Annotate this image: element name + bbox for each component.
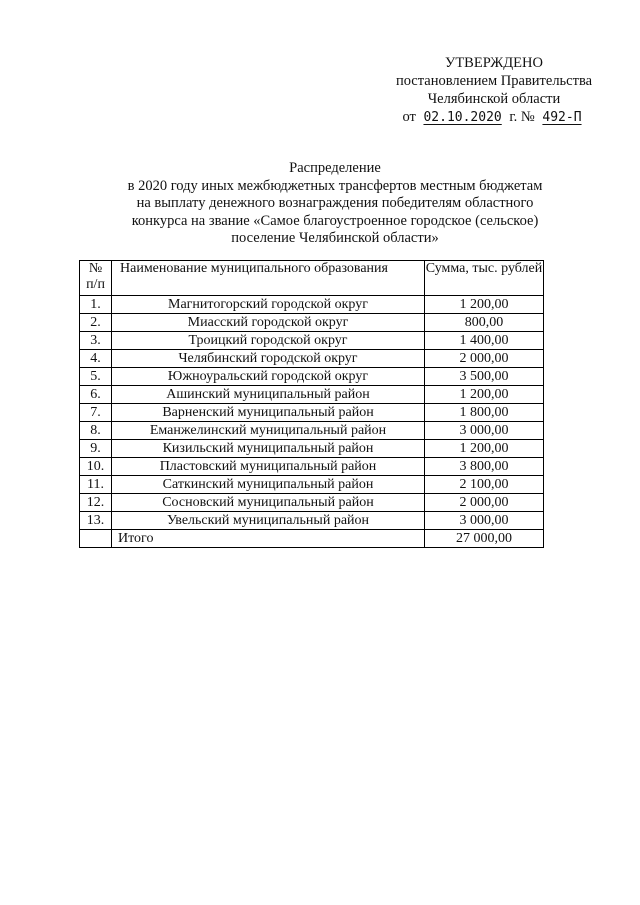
row-number: 8.	[80, 422, 112, 440]
table-row	[80, 350, 544, 368]
approval-date: 02.10.2020	[423, 110, 502, 125]
approval-number: 492-П	[542, 110, 582, 125]
row-number: 11.	[80, 476, 112, 494]
row-number: 13.	[80, 512, 112, 530]
row-number: 4.	[80, 350, 112, 368]
date-prefix: от	[402, 109, 416, 125]
total-label: Итого	[112, 530, 425, 548]
approval-date-line	[388, 108, 600, 127]
row-sum: 3 000,00	[425, 422, 544, 440]
table-row	[80, 296, 544, 314]
row-municipality: Сосновский муниципальный район	[112, 494, 425, 512]
heading-line-4: конкурса на звание «Самое благоустроенное городское (сельское)	[131, 212, 539, 229]
row-municipality: Увельский муниципальный район	[112, 512, 425, 530]
row-sum: 1 200,00	[425, 386, 544, 404]
header-name: Наименование муниципального образования	[112, 261, 425, 296]
row-municipality: Пластовский муниципальный район	[112, 458, 425, 476]
table-row	[80, 314, 544, 332]
heading-line-3: на выплату денежного вознаграждения победителям областного	[136, 195, 534, 211]
row-municipality: Миасский городской округ	[112, 314, 425, 332]
row-sum: 1 400,00	[425, 332, 544, 350]
row-number: 5.	[80, 368, 112, 386]
table-header-row	[80, 261, 544, 296]
row-sum: 1 800,00	[425, 404, 544, 422]
row-municipality: Челябинский городской округ	[112, 350, 425, 368]
table-row	[80, 494, 544, 512]
table-row	[80, 404, 544, 422]
header-number-line-1: №	[88, 261, 103, 276]
row-municipality: Еманжелинский муниципальный район	[112, 422, 425, 440]
table-row	[80, 368, 544, 386]
total-number-cell	[80, 530, 112, 548]
table-row	[80, 422, 544, 440]
row-municipality: Южноуральский городской округ	[112, 368, 425, 386]
row-number: 10.	[80, 458, 112, 476]
approval-line-1: постановлением Правительства	[395, 73, 593, 89]
heading-title: Распределение	[289, 160, 381, 176]
row-number: 6.	[80, 386, 112, 404]
row-municipality: Ашинский муниципальный район	[112, 386, 425, 404]
row-municipality: Магнитогорский городской округ	[112, 296, 425, 314]
table-row	[80, 332, 544, 350]
row-number: 3.	[80, 332, 112, 350]
row-sum: 2 000,00	[425, 494, 544, 512]
header-sum: Сумма, тыс. рублей	[425, 261, 544, 296]
table-row	[80, 440, 544, 458]
row-sum: 2 100,00	[425, 476, 544, 494]
row-municipality: Варненский муниципальный район	[112, 404, 425, 422]
row-sum: 3 800,00	[425, 458, 544, 476]
table-row	[80, 512, 544, 530]
row-sum: 2 000,00	[425, 350, 544, 368]
row-municipality: Троицкий городской округ	[112, 332, 425, 350]
row-sum: 3 000,00	[425, 512, 544, 530]
heading-line-5: поселение Челябинской области»	[231, 230, 439, 246]
row-sum: 1 200,00	[425, 296, 544, 314]
row-municipality: Кизильский муниципальный район	[112, 440, 425, 458]
row-number: 7.	[80, 404, 112, 422]
heading-line-2: в 2020 году иных межбюджетных трансфертов местным бюджетам	[127, 177, 543, 194]
row-number: 9.	[80, 440, 112, 458]
row-sum: 3 500,00	[425, 368, 544, 386]
distribution-table	[79, 260, 544, 548]
total-sum: 27 000,00	[425, 530, 544, 548]
table-row	[80, 458, 544, 476]
row-municipality: Саткинский муниципальный район	[112, 476, 425, 494]
approval-line-2: Челябинской области	[427, 91, 561, 107]
row-number: 1.	[80, 296, 112, 314]
table-row	[80, 386, 544, 404]
approval-block	[388, 54, 600, 127]
header-number	[80, 261, 112, 296]
document-heading	[96, 160, 574, 248]
row-sum: 800,00	[425, 314, 544, 332]
approval-title: УТВЕРЖДЕНО	[445, 55, 543, 71]
header-number-line-2: п/п	[86, 277, 105, 292]
row-sum: 1 200,00	[425, 440, 544, 458]
table-body	[80, 296, 544, 548]
year-suffix: г. №	[509, 109, 535, 125]
row-number: 2.	[80, 314, 112, 332]
row-number: 12.	[80, 494, 112, 512]
total-row	[80, 530, 544, 548]
table-row	[80, 476, 544, 494]
